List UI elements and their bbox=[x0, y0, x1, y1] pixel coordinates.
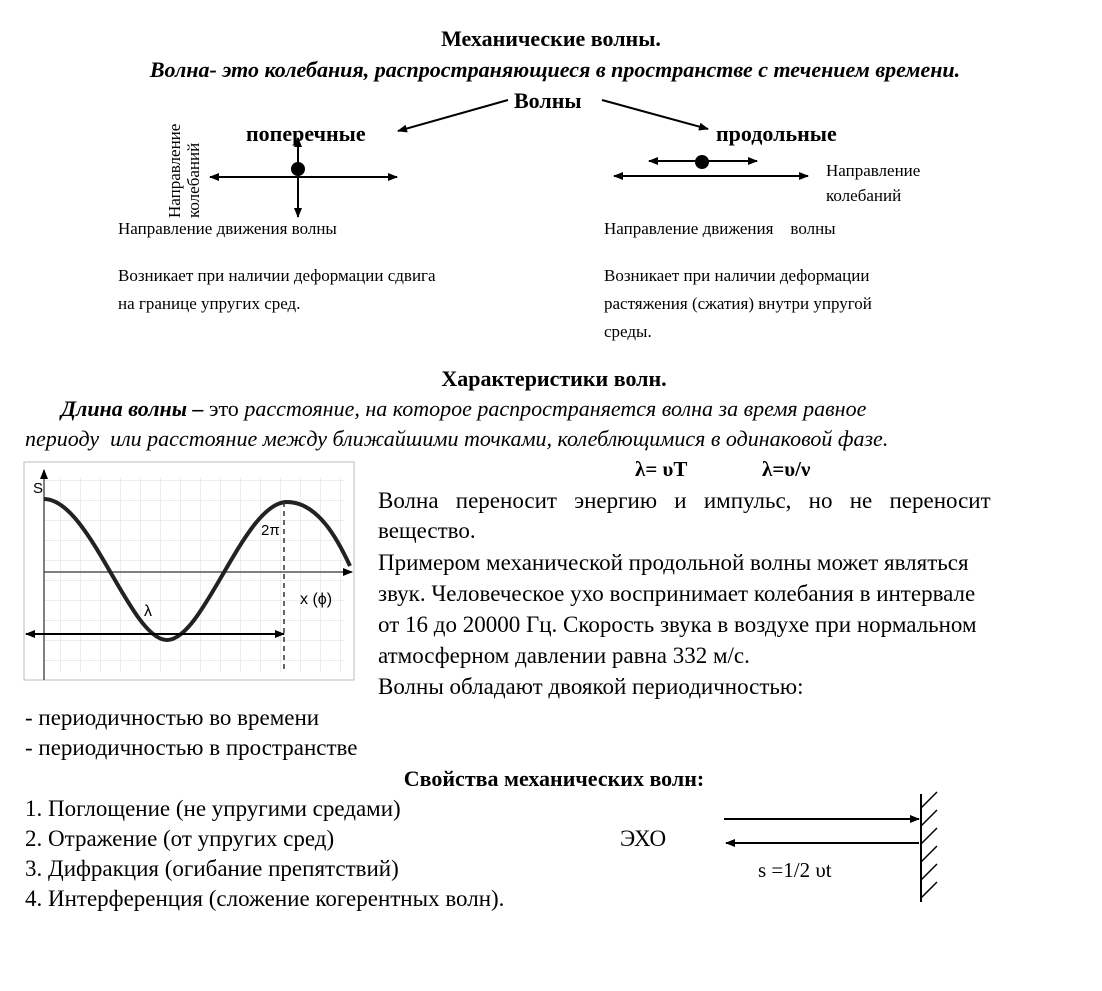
longitudinal-cause-line2: растяжения (сжатия) внутри упругой bbox=[604, 294, 872, 313]
transverse-cause-line1: Возникает при наличии деформации сдвига bbox=[118, 266, 436, 285]
longitudinal-cause-line3: среды. bbox=[604, 322, 652, 341]
sound-line4: атмосферном давлении равна 332 м/с. bbox=[378, 643, 750, 668]
wavelength-definition-line1: Длина волны – это расстояние, на которое распространяется волна за время равное bbox=[61, 396, 867, 421]
energy-line1: Волна переносит энергию и импульс, но не переносит bbox=[378, 488, 991, 513]
longitudinal-oscillation-label: Направление колебаний bbox=[826, 161, 921, 205]
graph-lambda-label: λ bbox=[144, 603, 152, 620]
sound-line2: звук. Человеческое ухо воспринимает колебания в интервале bbox=[378, 581, 976, 606]
longitudinal-direction-label: Направление движения волны bbox=[604, 219, 836, 238]
periodicity-intro: Волны обладают двоякой периодичностью: bbox=[378, 674, 804, 699]
waves-root-label: Волны bbox=[514, 88, 582, 113]
branch-arrow-left bbox=[398, 100, 508, 131]
transverse-direction-label: Направление движения волны bbox=[118, 219, 337, 238]
property-item: 3. Дифракция (огибание препятствий) bbox=[25, 856, 399, 881]
longitudinal-label: продольные bbox=[716, 121, 837, 146]
property-item: 2. Отражение (от упругих сред) bbox=[25, 826, 335, 851]
properties-title: Свойства механических волн: bbox=[403, 766, 705, 791]
echo-diagram bbox=[724, 792, 937, 902]
graph-period-label: 2π bbox=[261, 522, 280, 539]
echo-label: ЭХО bbox=[620, 826, 667, 851]
wavelength-definition-line2: периоду или расстояние между ближайшими точками, колеблющимися в одинаковой фазе. bbox=[25, 426, 889, 451]
page-title: Механические волны. bbox=[441, 26, 661, 51]
formula-period: λ= υT bbox=[635, 457, 688, 481]
longitudinal-cause-line1: Возникает при наличии деформации bbox=[604, 266, 870, 285]
transverse-label: поперечные bbox=[246, 121, 366, 146]
wave-graph bbox=[24, 462, 354, 680]
property-item: 1. Поглощение (не упругими средами) bbox=[25, 796, 401, 821]
property-item: 4. Интерференция (сложение когерентных волн). bbox=[25, 886, 505, 911]
energy-line2: вещество. bbox=[378, 518, 476, 543]
transverse-cause-line2: на границе упругих сред. bbox=[118, 294, 301, 313]
periodicity-space: - периодичностью в пространстве bbox=[25, 735, 358, 760]
echo-formula: s =1/2 υt bbox=[758, 858, 832, 882]
periodicity-time: - периодичностью во времени bbox=[25, 705, 320, 730]
graph-x-label: x (ϕ) bbox=[300, 591, 333, 608]
sound-line3: от 16 до 20000 Гц. Скорость звука в воздухе при нормальном bbox=[378, 612, 977, 637]
formula-frequency: λ=υ/ν bbox=[762, 457, 811, 481]
transverse-oscillation-label: Направление колебаний bbox=[165, 123, 203, 218]
sound-line1: Примером механической продольной волны может являться bbox=[378, 550, 969, 575]
wave-definition: Волна- это колебания, распространяющиеся в пространстве с течением времени. bbox=[149, 57, 961, 82]
characteristics-title: Характеристики волн. bbox=[441, 366, 667, 391]
transverse-particle bbox=[291, 162, 305, 176]
branch-arrow-right bbox=[602, 100, 708, 129]
longitudinal-particle bbox=[695, 155, 709, 169]
graph-y-label: S bbox=[33, 480, 44, 497]
